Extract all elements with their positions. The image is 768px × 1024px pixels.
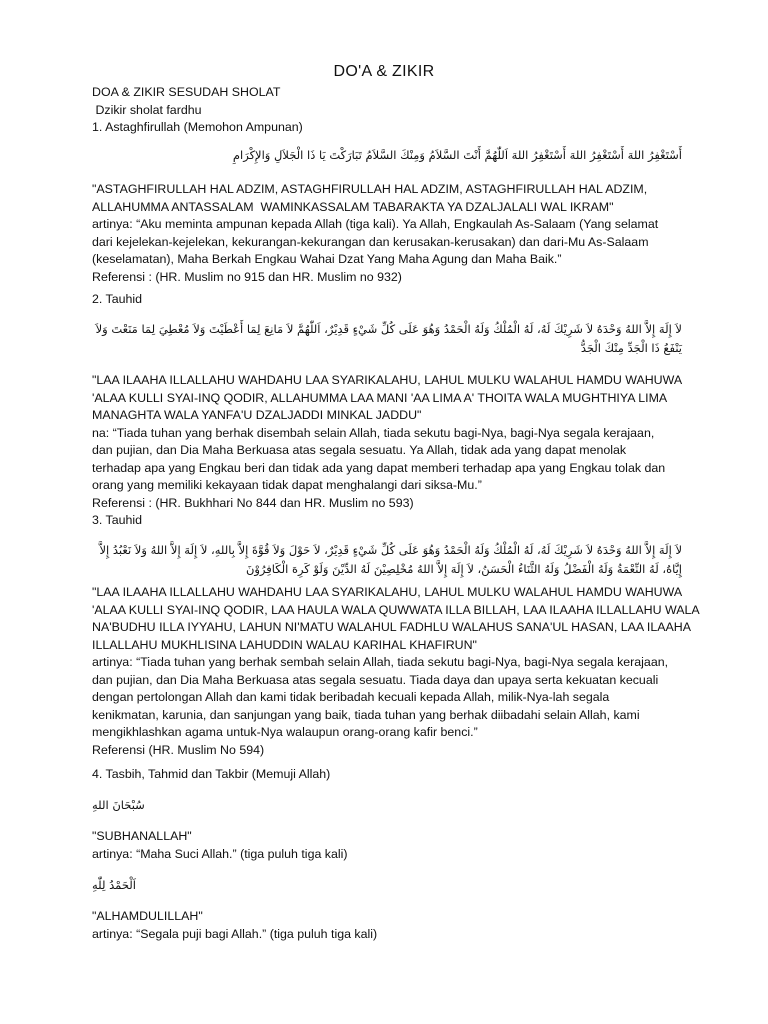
latin-line: MANAGHTA WALA YANFA'U DZALJADDI MINKAL JADDU"	[92, 408, 422, 422]
meaning-line: dan pujian, dan Dia Maha Berkuasa atas segala sesuatu. Tiada daya dan upaya serta kekuatan kecuali	[92, 672, 659, 687]
latin-line: ILLALLAHU MUKHLISINA LAHUDDIN WALAU KARIHAL KHAFIRUN"	[92, 637, 477, 652]
section1-arabic	[92, 146, 682, 165]
section4-heading: 4. Tasbih, Tahmid dan Takbir (Memuji Allah)	[92, 767, 331, 781]
section4-arabic-alhamdulillah	[92, 877, 682, 895]
section3-heading-block	[92, 512, 682, 530]
meaning-line: artinya: “Maha Suci Allah.” (tiga puluh tiga kali)	[92, 846, 348, 861]
section2-arabic	[92, 320, 682, 358]
section3-text	[92, 584, 700, 759]
section2-heading-block	[92, 291, 682, 309]
latin-line: "ALHAMDULILLAH"	[92, 909, 203, 923]
arabic-line: أَسْتَغْفِرُ اللهَ أَسْتَغْفِرُ اللهَ أَسْتَغْفِرُ اللهَ اَللّٰهُمَّ أَنْتَ السَّلاَمُ وَمِنْكَ السَّلاَمُ تَبَارَكْتَ يَا ذَا الْجَلاَلِ وَالإِكْرَامِ	[232, 148, 682, 162]
meaning-line: artinya: “Aku meminta ampunan kepada Allah (tiga kali). Ya Allah, Engkaulah As-Salaam (Yang selamat	[92, 217, 659, 231]
latin-line: "LAA ILAAHA ILLALLAHU WAHDAHU LAA SYARIKALAHU, LAHUL MULKU WALAHUL HAMDU WAHUWA	[92, 373, 683, 387]
section2-heading: 2. Tauhid	[92, 292, 143, 306]
latin-line: NA'BUDHU ILLA IYYAHU, LAHUN NI'MATU WALAHUL FADHLU WALAHUS SANA'UL HASAN, LAA ILAAHA	[92, 620, 692, 634]
latin-line: 'ALAA KULLI SYAI-INQ QODIR, LAA HAULA WALA QUWWATA ILLA BILLAH, LAA ILAAHA ILLALLAHU WALA	[92, 602, 700, 617]
meaning-line: artinya: “Segala puji bagi Allah.” (tiga puluh tiga kali)	[92, 926, 378, 941]
meaning-line: (keselamatan), Maha Berkah Engkau Wahai Dzat Yang Maha Agung dan Maha Baik.”	[92, 252, 562, 266]
reference-line: Referensi (HR. Muslim No 594)	[92, 742, 265, 757]
section4-heading-block	[92, 766, 682, 784]
document-title: DO'A & ZIKIR	[333, 63, 435, 80]
meaning-line: dari kejelekan-kejelekan, kekurangan-kekurangan dan kerusakan-kerusakan) dan dari-Mu As-Salaam	[92, 234, 649, 249]
section3-heading: 3. Tauhid	[92, 513, 143, 527]
reference-line: Referensi : (HR. Bukhhari No 844 dan HR. Muslim no 593)	[92, 495, 414, 510]
section3-arabic	[92, 541, 682, 579]
meaning-line: artinya: “Tiada tuhan yang berhak sembah selain Allah, tiada sekutu bagi-Nya, bagi-Nya segala kerajaan,	[92, 655, 669, 669]
meaning-line: dan pujian, dan Dia Maha Berkuasa atas segala sesuatu. Ya Allah, tidak ada yang dapat menolak	[92, 443, 627, 457]
reference-line: Referensi : (HR. Muslim no 915 dan HR. Muslim no 932)	[92, 269, 402, 284]
meaning-line: orang yang memiliki kekayaan tidak dapat menghalangi dari siksa-Mu.”	[92, 478, 482, 492]
arabic-line: لاَ إِلَهَ إِلاَّ اللهُ وَحْدَهُ لاَ شَرِيْكَ لَهُ، لَهُ الْمُلْكُ وَلَهُ الْحَمْدُ وَهُوَ عَلَى كُلِّ شَيْءٍ قَدِيْرٌ، لاَ حَوْلَ وَلاَ قُوَّةَ إِلاَّ بِاللهِ، لاَ إِلَهَ إِلاَّ اللهُ وَلاَ نَعْبُدُ إِلاَّ إِيَّاهُ، لَهُ النِّعْمَةُ وَلَهُ الْفَضْلُ وَلَهُ الثَّنَاءُ الْحَسَنُ، لاَ إِلَهَ إِلاَّ اللهُ مُخْلِصِيْنَ لَهُ الدِّيْنَ وَلَوْ كَرِهَ الْكَافِرُوْنَ	[99, 543, 682, 576]
section4-subhanallah	[92, 828, 682, 863]
arabic-line: سُبْحَانَ اللهِ	[92, 798, 145, 812]
meaning-line: terhadap apa yang Engkau beri dan tidak ada yang dapat memberi terhadap apa yang Engkau tolak dan	[92, 460, 666, 475]
meaning-line: dengan pertolongan Allah dan kami tidak beribadah kecuali kepada Allah, milik-Nya-lah segala	[92, 690, 610, 704]
meaning-line: na: “Tiada tuhan yang berhak disembah selain Allah, tiada sekutu bagi-Nya, bagi-Nya segala kerajaan,	[92, 425, 655, 440]
latin-line: "SUBHANALLAH"	[92, 829, 192, 843]
latin-line: "LAA ILAAHA ILLALLAHU WAHDAHU LAA SYARIKALAHU, LAHUL MULKU WALAHUL HAMDU WAHUWA	[92, 585, 683, 599]
arabic-line: لاَ إِلَهَ إِلاَّ اللهُ وَحْدَهُ لاَ شَرِيْكَ لَهُ، لَهُ الْمُلْكُ وَلَهُ الْحَمْدُ وَهُوَ عَلَى كُلِّ شَيْءٍ قَدِيْرٌ، اَللّٰهُمَّ لاَ مَانِعَ لِمَا أَعْطَيْتَ وَلاَ مُعْطِيَ لِمَا مَنَعْتَ وَلاَ يَنْفَعُ ذَا الْجَدِّ مِنْكَ الْجَدُّ	[95, 322, 682, 355]
latin-line: 'ALAA KULLI SYAI-INQ QODIR, ALLAHUMMA LAA MANI 'AA LIMA A' THOITA WALA MUGHTHIYA LIMA	[92, 390, 668, 405]
subheading: Dzikir sholat fardhu	[92, 102, 202, 117]
meaning-line: kenikmatan, karunia, dan sanjungan yang baik, tiada tuhan yang berhak diibadahi selain Allah, kami	[92, 707, 640, 722]
document-subtitle: DOA & ZIKIR SESUDAH SHOLAT	[92, 85, 281, 99]
latin-line: "ASTAGHFIRULLAH HAL ADZIM, ASTAGHFIRULLAH HAL ADZIM, ASTAGHFIRULLAH HAL ADZIM,	[92, 182, 648, 196]
arabic-line: اَلْحَمْدُ لِلّٰهِ	[92, 878, 136, 892]
section4-arabic-subhanallah	[92, 797, 682, 815]
section4-alhamdulillah	[92, 908, 682, 943]
section2-text	[92, 372, 682, 512]
section1-heading: 1. Astaghfirullah (Memohon Ampunan)	[92, 120, 303, 134]
latin-line: ALLAHUMMA ANTASSALAM WAMINKASSALAM TABARAKTA YA DZALJALALI WAL IKRAM"	[92, 199, 614, 214]
meaning-line: mengikhlashkan agama untuk-Nya walaupun orang-orang kafir benci.”	[92, 725, 478, 739]
header-block	[92, 84, 682, 137]
section1-text	[92, 181, 682, 286]
